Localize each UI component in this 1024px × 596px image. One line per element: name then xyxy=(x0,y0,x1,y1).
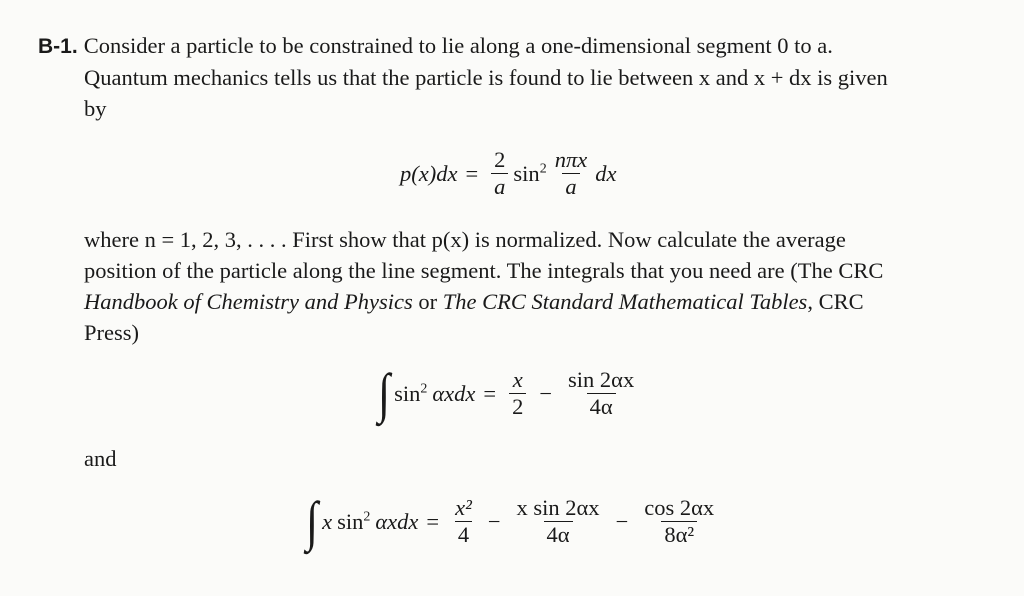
equation-integral-x-sin2 xyxy=(306,490,722,552)
crc-tables-title: The CRC Standard Mathematical Tables xyxy=(442,289,808,314)
eq2-minus: − xyxy=(539,380,553,406)
eq1-frac2-num: nπx xyxy=(554,147,588,172)
eq3-fraction-xsin2ax-over-4a xyxy=(514,496,603,547)
eq2-fraction-x-over-2 xyxy=(509,368,526,419)
problem-body xyxy=(38,224,978,348)
eq1-frac1-den: a xyxy=(491,173,508,199)
eq3-minus-1: − xyxy=(487,508,501,534)
eq2-fraction-sin2ax-over-4a xyxy=(565,368,637,419)
intro-line-2: Quantum mechanics tells us that the particle is found to lie between x and x + dx is given xyxy=(84,65,888,90)
eq3-sin: $\sin^2$ xyxy=(337,508,371,534)
eq2-frac2-den: 4α xyxy=(587,393,616,419)
eq3-x: x xyxy=(322,508,333,534)
eq2-frac1-den: 2 xyxy=(509,393,526,419)
eq3-minus-2: − xyxy=(615,508,629,534)
equation-integral-sin2 xyxy=(378,362,642,424)
eq3-equals: = xyxy=(426,508,440,534)
body-line-1: where n = 1, 2, 3, . . . . First show that p(x) is normalized. Now calculate the average xyxy=(84,227,846,252)
eq1-fraction-2-over-a xyxy=(491,148,508,199)
eq3-frac1-num: x² xyxy=(455,495,472,520)
eq1-sin: $\sin^2$ xyxy=(513,160,547,186)
eq3-frac2-num: x sin 2αx xyxy=(516,495,600,520)
and-text: and xyxy=(84,446,117,471)
eq3-fraction-cos2ax-over-8a2 xyxy=(641,496,717,547)
eq2-equals: = xyxy=(483,380,497,406)
problem-label: B-1. xyxy=(38,35,78,58)
eq3-frac3-den: 8α² xyxy=(661,521,697,547)
body-line-3-tail: , CRC xyxy=(807,289,864,314)
eq3-frac3-num: cos 2αx xyxy=(644,495,715,520)
eq1-frac2-den: a xyxy=(562,173,579,199)
eq3-integrand: αxdx xyxy=(375,508,419,534)
crc-handbook-title: Handbook of Chemistry and Physics xyxy=(84,289,413,314)
eq2-frac2-num: sin 2αx xyxy=(568,367,635,392)
intro-line-3: by xyxy=(84,96,107,121)
eq2-frac1-num: x xyxy=(512,367,523,392)
eq1-dx: dx xyxy=(595,160,617,186)
eq3-integral-sign: ∫ xyxy=(306,490,319,552)
eq3-fraction-x2-over-4 xyxy=(452,496,475,547)
eq2-integral-sign: ∫ xyxy=(378,362,391,424)
eq2-sin: $\sin^2$ xyxy=(394,380,428,406)
eq3-frac1-den: 4 xyxy=(455,521,472,547)
equation-probability-density xyxy=(400,148,616,199)
problem-b1 xyxy=(38,30,978,124)
eq1-lhs: p(x)dx xyxy=(400,160,458,186)
eq1-frac1-num: 2 xyxy=(494,147,506,172)
body-line-4: Press) xyxy=(84,320,139,345)
intro-text-1: Consider a particle to be constrained to lie along a one-dimensional segment 0 to a. xyxy=(83,33,833,58)
eq1-fraction-npix-over-a xyxy=(552,148,591,199)
intro-line-1 xyxy=(38,30,978,62)
eq3-frac2-den: 4α xyxy=(544,521,573,547)
eq1-equals: = xyxy=(465,160,479,186)
body-line-2: position of the particle along the line segment. The integrals that you need are (The CRC xyxy=(84,258,884,283)
body-line-3-or: or xyxy=(412,289,443,314)
body-line-3 xyxy=(84,286,978,317)
eq2-integrand: αxdx xyxy=(432,380,476,406)
